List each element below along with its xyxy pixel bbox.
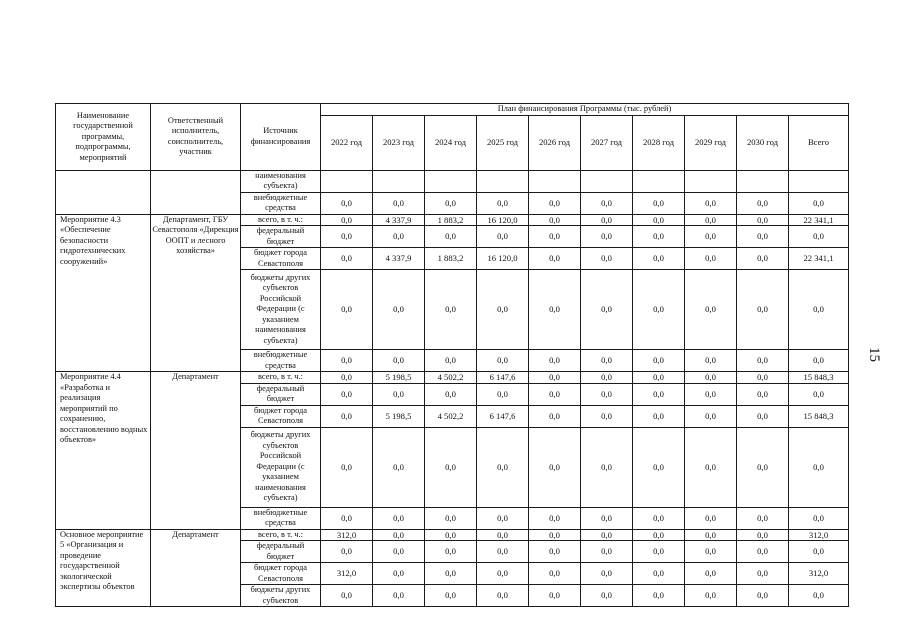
year-value-cell: 0,0 [529,427,581,507]
year-value-cell: 0,0 [633,405,685,427]
header-year-0: 2022 год [321,115,373,170]
total-value-cell: 0,0 [789,507,849,529]
header-name-column: Наименование государственной программы, подпрограммы, мероприятий [56,104,151,171]
year-value-cell: 0,0 [373,507,425,529]
year-value-cell: 0,0 [581,248,633,270]
year-value-cell [373,170,425,192]
year-value-cell: 0,0 [581,226,633,248]
year-value-cell [529,170,581,192]
year-value-cell [321,170,373,192]
year-value-cell [425,170,477,192]
year-value-cell: 0,0 [737,427,789,507]
year-value-cell: 0,0 [529,214,581,226]
year-value-cell: 0,0 [581,507,633,529]
total-value-cell: 0,0 [789,226,849,248]
year-value-cell: 0,0 [529,507,581,529]
funding-source-cell: всего, в т. ч.: [241,372,321,384]
year-value-cell: 0,0 [321,541,373,563]
year-value-cell: 0,0 [633,585,685,607]
year-value-cell: 0,0 [373,563,425,585]
total-value-cell: 0,0 [789,350,849,372]
year-value-cell: 0,0 [477,563,529,585]
year-value-cell: 0,0 [581,192,633,214]
year-value-cell: 0,0 [685,248,737,270]
funding-source-cell: наименования субъекта) [241,170,321,192]
table-row [56,529,849,541]
year-value-cell: 0,0 [477,507,529,529]
year-value-cell: 0,0 [737,507,789,529]
year-value-cell: 0,0 [737,226,789,248]
year-value-cell: 0,0 [529,585,581,607]
total-value-cell: 15 848,3 [789,372,849,384]
responsible-cell: Департамент [151,372,241,530]
year-value-cell: 0,0 [581,585,633,607]
header-year-8: 2030 год [737,115,789,170]
total-value-cell: 312,0 [789,563,849,585]
year-value-cell: 0,0 [685,350,737,372]
header-year-9: Всего [789,115,849,170]
year-value-cell: 0,0 [633,350,685,372]
year-value-cell: 5 198,5 [373,405,425,427]
funding-source-cell: бюджет города Севастополя [241,563,321,585]
year-value-cell: 4 337,9 [373,214,425,226]
responsible-cell: Департамент [151,529,241,607]
year-value-cell: 0,0 [321,226,373,248]
year-value-cell: 0,0 [425,507,477,529]
year-value-cell: 0,0 [477,226,529,248]
total-value-cell: 0,0 [789,383,849,405]
year-value-cell: 1 883,2 [425,248,477,270]
year-value-cell: 16 120,0 [477,214,529,226]
year-value-cell: 0,0 [685,585,737,607]
year-value-cell: 0,0 [425,529,477,541]
year-value-cell: 0,0 [529,350,581,372]
year-value-cell [737,170,789,192]
funding-source-cell: бюджеты других субъектов Российской Федерации (с указанием наименования субъекта) [241,427,321,507]
year-value-cell: 0,0 [529,529,581,541]
year-value-cell: 5 198,5 [373,372,425,384]
year-value-cell: 0,0 [373,427,425,507]
year-value-cell: 0,0 [737,214,789,226]
year-value-cell [581,170,633,192]
year-value-cell: 0,0 [737,372,789,384]
year-value-cell: 0,0 [685,192,737,214]
header-year-4: 2026 год [529,115,581,170]
year-value-cell: 0,0 [633,214,685,226]
year-value-cell: 0,0 [737,585,789,607]
total-value-cell: 22 341,1 [789,248,849,270]
year-value-cell: 0,0 [529,383,581,405]
year-value-cell: 0,0 [321,214,373,226]
year-value-cell: 6 147,6 [477,405,529,427]
header-year-6: 2028 год [633,115,685,170]
year-value-cell: 0,0 [633,507,685,529]
year-value-cell: 4 502,2 [425,405,477,427]
header-year-5: 2027 год [581,115,633,170]
year-value-cell: 0,0 [685,541,737,563]
year-value-cell: 0,0 [477,541,529,563]
year-value-cell [633,170,685,192]
year-value-cell: 0,0 [737,350,789,372]
year-value-cell: 0,0 [737,270,789,350]
header-year-1: 2023 год [373,115,425,170]
year-value-cell: 0,0 [737,192,789,214]
table-row [56,372,849,384]
header-year-7: 2029 год [685,115,737,170]
year-value-cell: 0,0 [581,350,633,372]
year-value-cell: 0,0 [581,372,633,384]
year-value-cell: 0,0 [633,248,685,270]
year-value-cell: 0,0 [737,563,789,585]
year-value-cell: 0,0 [529,563,581,585]
year-value-cell: 0,0 [477,427,529,507]
total-value-cell: 0,0 [789,585,849,607]
year-value-cell: 0,0 [633,226,685,248]
year-value-cell: 0,0 [373,585,425,607]
year-value-cell: 0,0 [321,383,373,405]
year-value-cell: 0,0 [477,585,529,607]
year-value-cell [685,170,737,192]
year-value-cell: 0,0 [685,405,737,427]
funding-source-cell: федеральный бюджет [241,541,321,563]
year-value-cell: 0,0 [737,248,789,270]
funding-source-cell: внебюджетные средства [241,192,321,214]
year-value-cell: 0,0 [685,563,737,585]
responsible-cell: Департамент, ГБУ Севастополя «Дирекция ООПТ и лесного хозяйства» [151,214,241,372]
funding-source-cell: бюджет города Севастополя [241,248,321,270]
funding-source-cell: внебюджетные средства [241,507,321,529]
year-value-cell: 0,0 [581,541,633,563]
year-value-cell: 0,0 [373,270,425,350]
year-value-cell: 0,0 [425,350,477,372]
year-value-cell [477,170,529,192]
year-value-cell: 0,0 [529,192,581,214]
total-value-cell: 0,0 [789,192,849,214]
year-value-cell: 0,0 [373,529,425,541]
year-value-cell: 0,0 [737,405,789,427]
header-source-column: Источник финансирования [241,104,321,171]
year-value-cell: 0,0 [477,350,529,372]
year-value-cell: 1 883,2 [425,214,477,226]
header-year-3: 2025 год [477,115,529,170]
funding-source-cell: бюджеты других субъектов Российской Федерации (с указанием наименования субъекта) [241,270,321,350]
funding-source-cell: федеральный бюджет [241,383,321,405]
total-value-cell: 0,0 [789,541,849,563]
total-value-cell [789,170,849,192]
table-row [56,170,849,192]
year-value-cell: 0,0 [685,529,737,541]
year-value-cell: 6 147,6 [477,372,529,384]
header-year-2: 2024 год [425,115,477,170]
funding-source-cell: внебюджетные средства [241,350,321,372]
measure-name-cell: Мероприятие 4.4 «Разработка и реализация мероприятий по сохранению, восстановлению водных объектов» [56,372,151,530]
year-value-cell: 0,0 [581,214,633,226]
total-value-cell: 22 341,1 [789,214,849,226]
year-value-cell: 0,0 [425,563,477,585]
year-value-cell: 0,0 [581,563,633,585]
year-value-cell: 0,0 [477,270,529,350]
year-value-cell: 0,0 [321,585,373,607]
responsible-cell [151,170,241,214]
year-value-cell: 0,0 [581,383,633,405]
year-value-cell: 0,0 [321,350,373,372]
page-number: 15 [866,347,882,362]
funding-source-cell: всего, в т. ч.: [241,214,321,226]
year-value-cell: 0,0 [581,529,633,541]
year-value-cell: 0,0 [373,192,425,214]
year-value-cell: 16 120,0 [477,248,529,270]
year-value-cell: 0,0 [321,270,373,350]
year-value-cell: 0,0 [373,226,425,248]
year-value-cell: 0,0 [477,529,529,541]
year-value-cell: 0,0 [633,541,685,563]
year-value-cell: 0,0 [685,372,737,384]
year-value-cell: 0,0 [685,383,737,405]
year-value-cell: 0,0 [633,372,685,384]
year-value-cell: 312,0 [321,529,373,541]
funding-source-cell: федеральный бюджет [241,226,321,248]
year-value-cell: 0,0 [425,383,477,405]
year-value-cell: 0,0 [529,541,581,563]
year-value-cell: 0,0 [581,405,633,427]
year-value-cell: 0,0 [321,405,373,427]
year-value-cell: 0,0 [425,585,477,607]
year-value-cell: 0,0 [685,214,737,226]
total-value-cell: 15 848,3 [789,405,849,427]
year-value-cell: 0,0 [581,270,633,350]
financing-table [55,103,849,607]
year-value-cell: 0,0 [425,226,477,248]
year-value-cell: 0,0 [529,248,581,270]
year-value-cell: 0,0 [477,383,529,405]
year-value-cell: 0,0 [529,405,581,427]
year-value-cell: 0,0 [633,192,685,214]
year-value-cell: 0,0 [737,383,789,405]
year-value-cell: 0,0 [633,270,685,350]
funding-source-cell: бюджеты других субъектов [241,585,321,607]
year-value-cell: 0,0 [529,226,581,248]
measure-name-cell: Мероприятие 4.3 «Обеспечение безопасности гидротехнических сооружений» [56,214,151,372]
year-value-cell: 0,0 [321,372,373,384]
total-value-cell: 0,0 [789,270,849,350]
funding-source-cell: всего, в т. ч.: [241,529,321,541]
header-plan-title: План финансирования Программы (тыс. рублей) [321,104,849,116]
year-value-cell: 0,0 [685,226,737,248]
year-value-cell: 0,0 [425,270,477,350]
year-value-cell: 0,0 [633,529,685,541]
table-header-row-1 [56,104,849,116]
year-value-cell: 0,0 [425,192,477,214]
year-value-cell: 0,0 [685,270,737,350]
year-value-cell: 0,0 [373,350,425,372]
year-value-cell: 0,0 [373,541,425,563]
year-value-cell: 0,0 [321,427,373,507]
year-value-cell: 4 337,9 [373,248,425,270]
year-value-cell: 0,0 [685,427,737,507]
total-value-cell: 0,0 [789,427,849,507]
header-responsible-column: Ответственный исполнитель, соисполнитель, участник [151,104,241,171]
year-value-cell: 0,0 [425,427,477,507]
year-value-cell: 0,0 [633,563,685,585]
year-value-cell: 0,0 [477,192,529,214]
measure-name-cell: Основное мероприятие 5 «Организация и проведение государственной экологической экспертизы объектов [56,529,151,607]
year-value-cell: 0,0 [529,270,581,350]
year-value-cell: 0,0 [737,541,789,563]
total-value-cell: 312,0 [789,529,849,541]
year-value-cell: 0,0 [581,427,633,507]
table-row [56,214,849,226]
table-body [56,170,849,607]
year-value-cell: 0,0 [633,383,685,405]
year-value-cell: 0,0 [321,192,373,214]
year-value-cell: 0,0 [425,541,477,563]
year-value-cell: 0,0 [373,383,425,405]
measure-name-cell [56,170,151,214]
year-value-cell: 0,0 [529,372,581,384]
year-value-cell: 0,0 [737,529,789,541]
year-value-cell: 0,0 [685,507,737,529]
year-value-cell: 312,0 [321,563,373,585]
funding-source-cell: бюджет города Севастополя [241,405,321,427]
year-value-cell: 0,0 [321,248,373,270]
year-value-cell: 4 502,2 [425,372,477,384]
year-value-cell: 0,0 [321,507,373,529]
year-value-cell: 0,0 [633,427,685,507]
